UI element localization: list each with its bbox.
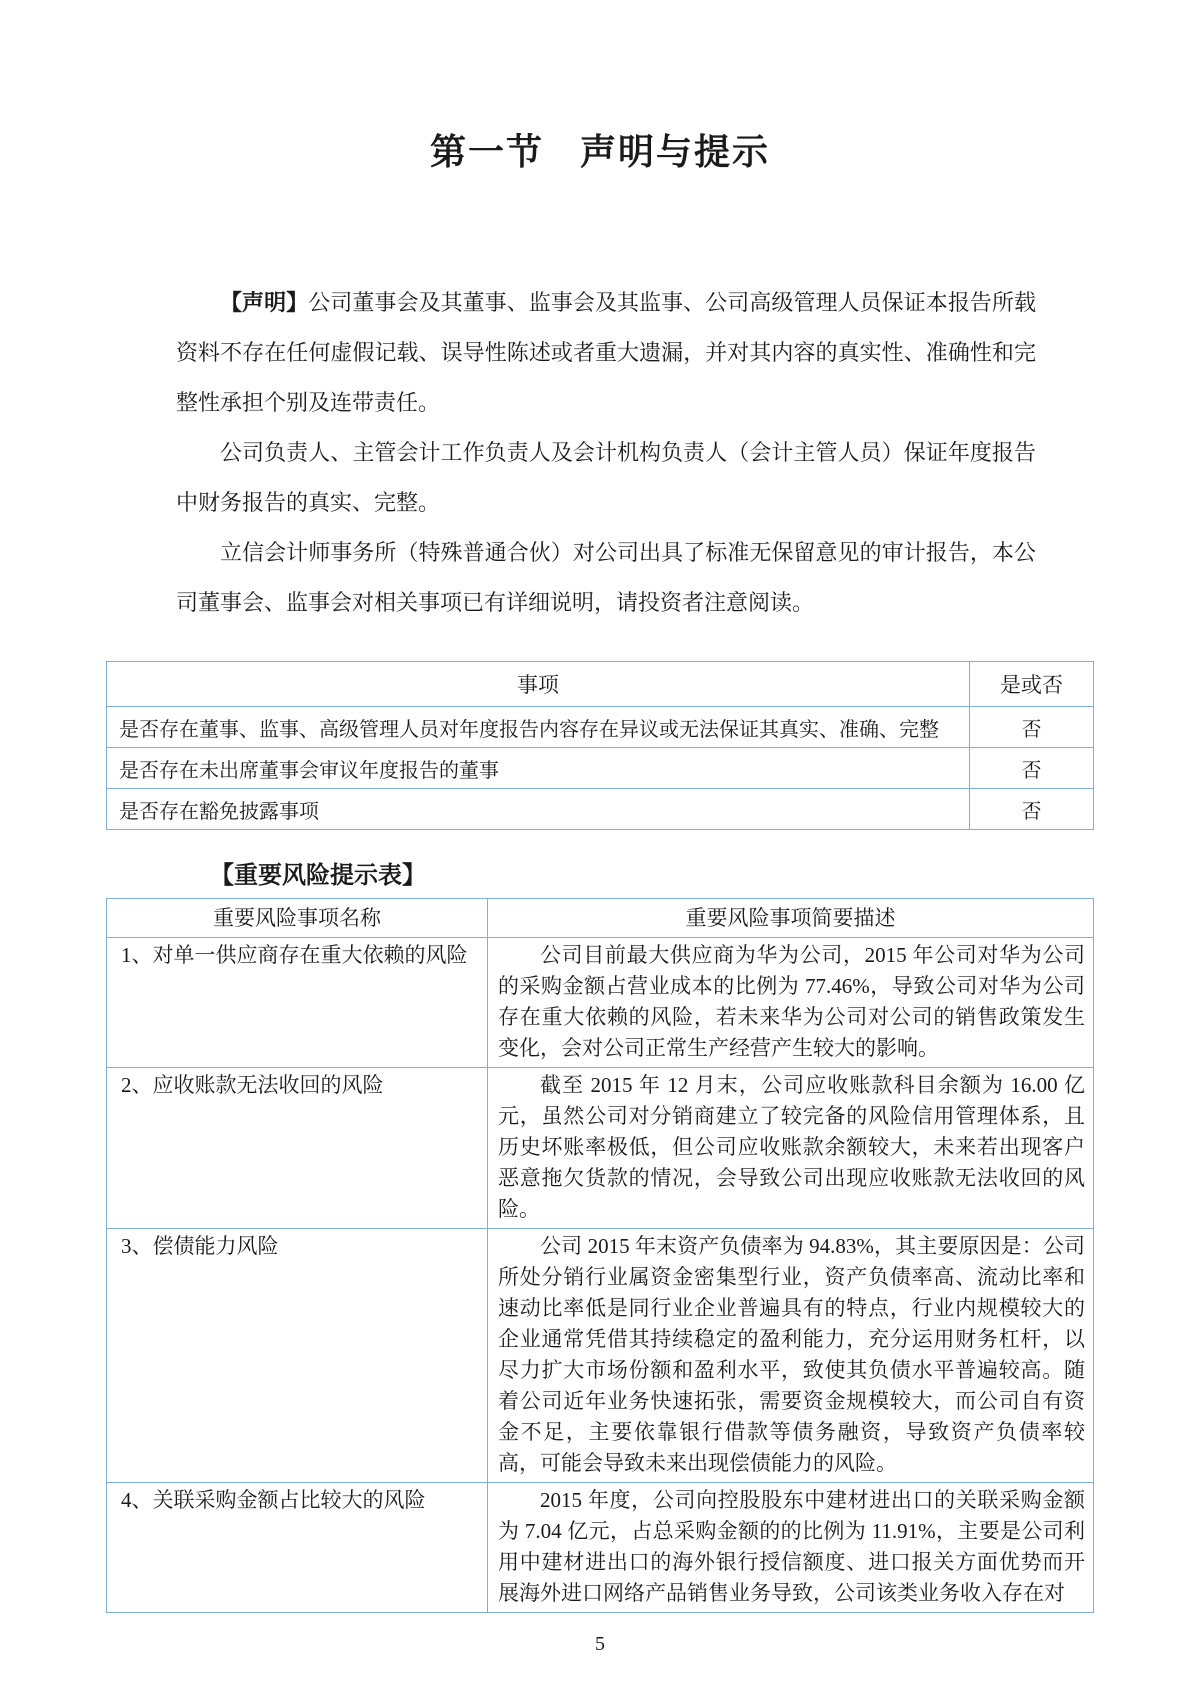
table-row <box>107 1068 1094 1229</box>
table-row <box>107 789 1094 830</box>
declaration-label: 【声明】 <box>220 290 309 315</box>
risk-description-text: 2015 年度，公司向控股股东中建材进出口的关联采购金额为 7.04 亿元，占总采购金额的的比例为 11.91%，主要是公司利用中建材进出口的海外银行授信额度、进口报关方面优势而开展海外进口网络产品销售业务导致，公司该类业务收入存在对 <box>498 1488 1085 1605</box>
risk-table-header-name: 重要风险事项名称 <box>107 899 488 938</box>
items-yes-no-table <box>106 661 1094 830</box>
item-text: 是否存在豁免披露事项 <box>107 789 970 830</box>
declaration-block <box>176 278 1036 628</box>
table-row <box>107 748 1094 789</box>
items-table-header-item: 事项 <box>107 662 970 707</box>
risk-description-text: 公司 2015 年末资产负债率为 94.83%，其主要原因是：公司所处分销行业属资金密集型行业，资产负债率高、流动比率和速动比率低是同行业企业普遍具有的特点，行业内规模较大的企业通常凭借其持续稳定的盈利能力，充分运用财务杠杆，以尽力扩大市场份额和盈利水平，致使其负债水平普遍较高。随着公司近年业务快速拓张，需要资金规模较大，而公司自有资金不足，主要依靠银行借款等债务融资，导致资产负债率较高，可能会导致未来出现偿债能力的风险。 <box>498 1234 1085 1475</box>
section-title-text: 声明与提示 <box>580 131 771 172</box>
risk-description <box>488 1483 1094 1613</box>
risk-table-header-desc: 重要风险事项简要描述 <box>488 899 1094 938</box>
table-row <box>107 707 1094 748</box>
items-table-header-answer: 是或否 <box>970 662 1094 707</box>
section-number: 第一节 <box>429 131 544 172</box>
risk-name: 3、偿债能力风险 <box>107 1229 488 1483</box>
item-answer: 否 <box>970 748 1094 789</box>
item-answer: 否 <box>970 707 1094 748</box>
risk-description <box>488 938 1094 1068</box>
risk-description-text: 公司目前最大供应商为华为公司，2015 年公司对华为公司的采购金额占营业成本的比例为 77.46%，导致公司对华为公司存在重大依赖的风险，若未来华为公司对公司的销售政策发生变化，会对公司正常生产经营产生较大的影响。 <box>498 943 1085 1060</box>
declaration-paragraph-2: 公司负责人、主管会计工作负责人及会计机构负责人（会计主管人员）保证年度报告中财务报告的真实、完整。 <box>176 440 1036 515</box>
risk-name: 4、关联采购金额占比较大的风险 <box>107 1483 488 1613</box>
page-title <box>106 0 1094 178</box>
risk-table-heading: 【重要风险提示表】 <box>210 862 426 889</box>
table-row <box>107 1483 1094 1613</box>
risk-description <box>488 1068 1094 1229</box>
risk-name: 1、对单一供应商存在重大依赖的风险 <box>107 938 488 1068</box>
risk-description <box>488 1229 1094 1483</box>
item-text: 是否存在未出席董事会审议年度报告的董事 <box>107 748 970 789</box>
table-row <box>107 1229 1094 1483</box>
risk-name: 2、应收账款无法收回的风险 <box>107 1068 488 1229</box>
declaration-paragraph-1 <box>176 278 1036 428</box>
risk-warning-table <box>106 898 1094 1613</box>
item-text: 是否存在董事、监事、高级管理人员对年度报告内容存在异议或无法保证其真实、准确、完整 <box>107 707 970 748</box>
risk-description-text: 截至 2015 年 12 月末，公司应收账款科目余额为 16.00 亿元，虽然公司对分销商建立了较完备的风险信用管理体系，且历史坏账率极低，但公司应收账款余额较大，未来若出现客户恶意拖欠货款的情况，会导致公司出现应收账款无法收回的风险。 <box>498 1073 1085 1221</box>
table-row <box>107 938 1094 1068</box>
declaration-paragraph-1-text: 公司董事会及其董事、监事会及其监事、公司高级管理人员保证本报告所载资料不存在任何虚假记载、误导性陈述或者重大遗漏，并对其内容的真实性、准确性和完整性承担个别及连带责任。 <box>176 290 1036 415</box>
page-content <box>106 0 1094 1656</box>
risk-table-header-row <box>107 899 1094 938</box>
page-number: 5 <box>595 1633 605 1655</box>
items-table-header-row <box>107 662 1094 707</box>
item-answer: 否 <box>970 789 1094 830</box>
declaration-paragraph-3: 立信会计师事务所（特殊普通合伙）对公司出具了标准无保留意见的审计报告，本公司董事会、监事会对相关事项已有详细说明，请投资者注意阅读。 <box>176 540 1036 615</box>
